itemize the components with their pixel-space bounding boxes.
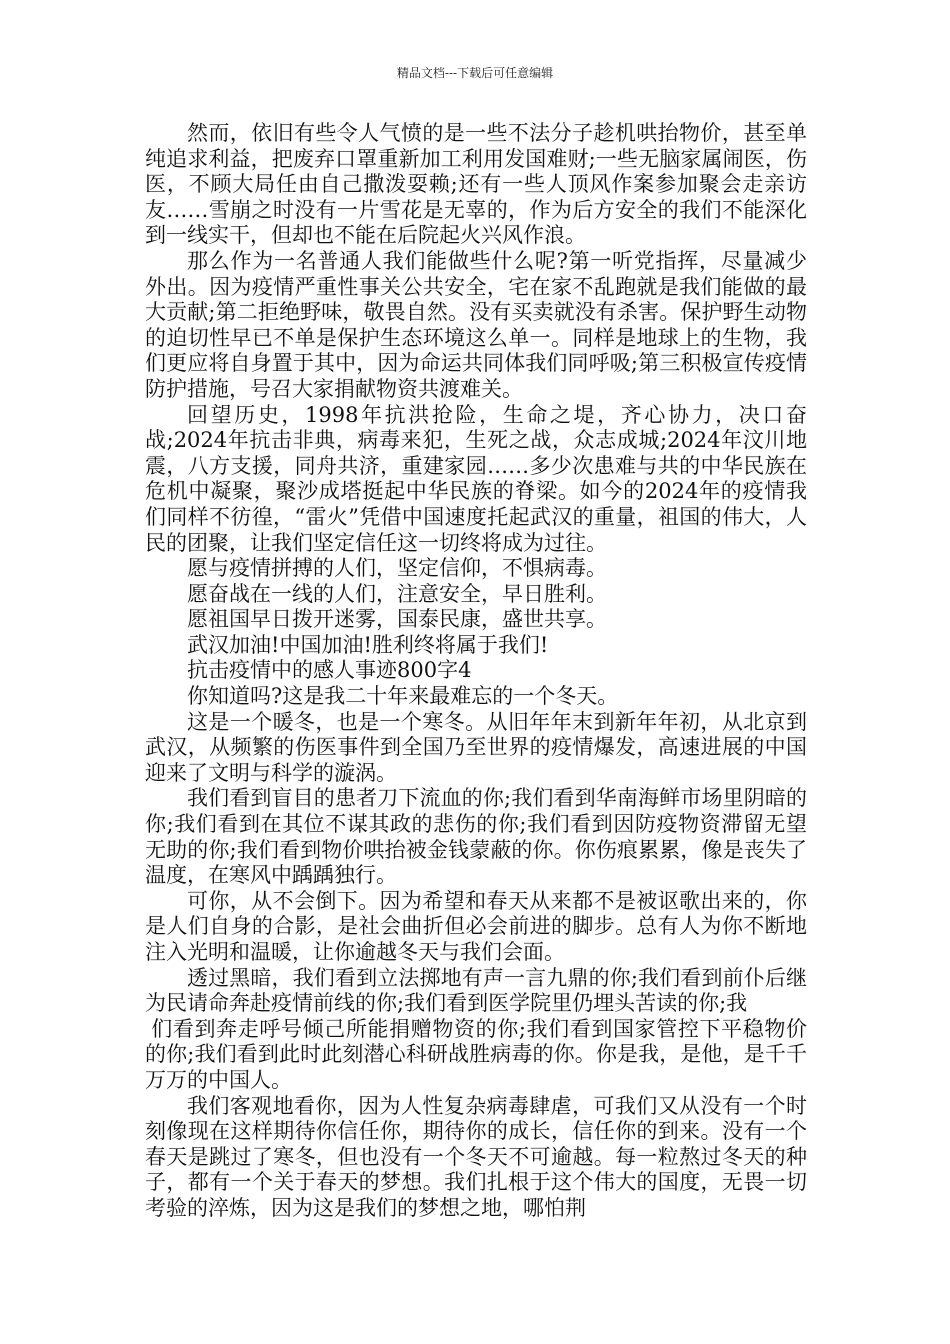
- page-header: 精品文档---下载后可任意编辑: [396, 66, 554, 80]
- paragraph: 愿祖国早日拨开迷雾，国泰民康，盛世共享。: [187, 607, 607, 632]
- paragraph: 愿奋战在一线的人们，注意安全，早日胜利。: [187, 581, 607, 606]
- section-heading: 抗击疫情中的感人事迹800字4: [187, 658, 472, 683]
- paragraph: 我们看到盲目的患者刀下流血的你;我们看到华南海鲜市场里阴暗的你;我们看到在其位不谋其政的悲伤的你;我们看到因防疫物资滞留无望无助的你;我们看到物价哄抬被金钱蒙蔽的你。你伤痕累累，像是丧失了温度，在寒风中踽踽独行。: [145, 786, 807, 888]
- document-body: [145, 121, 807, 1222]
- paragraph: 那么作为一名普通人我们能做些什么呢?第一听党指挥，尽量减少外出。因为疫情严重性事关公共安全，宅在家不乱跑就是我们能做的最大贡献;第二拒绝野味，敬畏自然。没有买卖就没有杀害。保护野生动物的迫切性早已不单是保护生态环境这么单一。同样是地球上的生物，我们更应将自身置于其中，因为命运共同体我们同呼吸;第三积极宣传疫情防护措施，号召大家捐献物资共渡难关。: [145, 248, 807, 401]
- paragraph: 们看到奔走呼号倾己所能捐赠物资的你;我们看到国家管控下平稳物价的你;我们看到此时此刻潜心科研战胜病毒的你。你是我，是他，是千千万万的中国人。: [145, 1016, 807, 1092]
- paragraph: 你知道吗?这是我二十年来最难忘的一个冬天。: [187, 684, 619, 709]
- paragraph: 愿与疫情拼搏的人们，坚定信仰，不惧病毒。: [187, 556, 607, 581]
- paragraph: 可你，从不会倒下。因为希望和春天从来都不是被讴歌出来的，你是人们自身的合影，是社会曲折但必会前进的脚步。总有人为你不断地注入光明和温暖，让你逾越冬天与我们会面。: [145, 888, 807, 964]
- paragraph: 回望历史，1998年抗洪抢险，生命之堤，齐心协力，决口奋战;2024年抗击非典，病毒来犯，生死之战，众志成城;2024年汶川地震，八方支援，同舟共济，重建家园……多少次患难与共的中华民族在危机中凝聚，聚沙成塔挺起中华民族的脊梁。如今的2024年的疫情我们同样不彷徨，“雷火”凭借中国速度托起武汉的重量，祖国的伟大，人民的团聚，让我们坚定信任这一切终将成为过往。: [145, 402, 807, 555]
- paragraph: 透过黑暗，我们看到立法掷地有声一言九鼎的你;我们看到前仆后继为民请命奔赴疫情前线的你;我们看到医学院里仍埋头苦读的你;我: [145, 965, 807, 1016]
- paragraph: 然而，依旧有些令人气愤的是一些不法分子趁机哄抬物价，甚至单纯追求利益，把废弃口罩重新加工利用发国难财;一些无脑家属闹医，伤医，不顾大局任由自己撒泼耍赖;还有一些人顶风作案参加聚会走亲访友……雪崩之时没有一片雪花是无辜的，作为后方安全的我们不能深化到一线实干，但却也不能在后院起火兴风作浪。: [145, 121, 807, 248]
- paragraph: 我们客观地看你，因为人性复杂病毒肆虐，可我们又从没有一个时刻像现在这样期待你信任你，期待你的成长，信任你的到来。没有一个春天是跳过了寒冬，但也没有一个冬天不可逾越。每一粒熬过冬天的种子，都有一个关于春天的梦想。我们扎根于这个伟大的国度，无畏一切考验的淬炼，因为这是我们的梦想之地，哪怕荆: [145, 1093, 807, 1220]
- paragraph: 这是一个暖冬，也是一个寒冬。从旧年年末到新年年初，从北京到武汉，从频繁的伤医事件到全国乃至世界的疫情爆发，高速进展的中国迎来了文明与科学的漩涡。: [145, 709, 807, 785]
- paragraph: 武汉加油!中国加油!胜利终将属于我们!: [187, 632, 549, 657]
